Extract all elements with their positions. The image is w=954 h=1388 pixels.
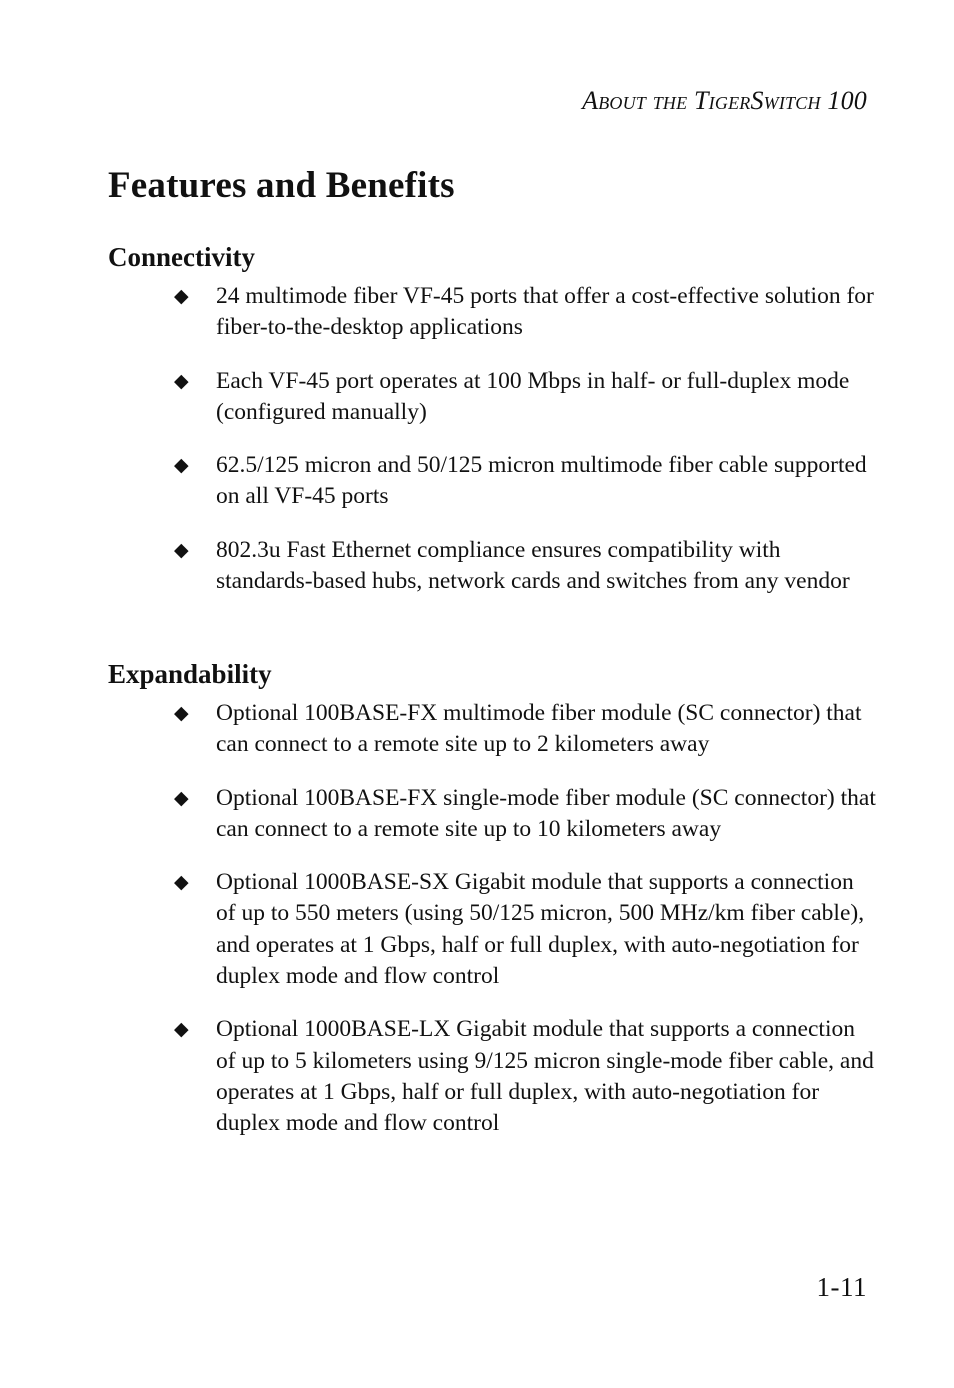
list-item-text: Optional 100BASE-FX multimode fiber module (SC connector) that can connect to a remote site up to 2 kilometers away: [216, 700, 862, 758]
page-number: 1-11: [816, 1272, 867, 1302]
list-item-text: 24 multimode fiber VF-45 ports that offer a cost-effective solution for fiber-to-the-desktop applications: [216, 283, 874, 341]
diamond-bullet-icon: ◆: [174, 787, 189, 809]
running-header-number: 100: [827, 86, 867, 115]
running-header-t: T: [694, 86, 709, 115]
running-header-bout-the: bout the: [598, 86, 688, 115]
running-header-a: A: [582, 86, 599, 115]
list-item: [108, 366, 878, 429]
running-header-iger: iger: [708, 86, 751, 115]
diamond-bullet-icon: ◆: [174, 1019, 189, 1041]
list-item: [108, 450, 878, 513]
running-header: [582, 86, 867, 116]
list-item-text: Each VF-45 port operates at 100 Mbps in half- or full-duplex mode (configured manually): [216, 367, 850, 425]
diamond-bullet-icon: ◆: [174, 455, 189, 477]
expandability-list: [108, 698, 878, 1162]
diamond-bullet-icon: ◆: [174, 370, 189, 392]
section-heading-connectivity: Connectivity: [108, 242, 255, 272]
list-item: [108, 1014, 878, 1139]
list-item-text: 802.3u Fast Ethernet compliance ensures compatibility with standards-based hubs, network cards and switches from any vendor: [216, 536, 850, 595]
list-item: [108, 281, 878, 344]
connectivity-list: [108, 281, 878, 619]
list-item: [108, 698, 878, 761]
diamond-bullet-icon: ◆: [174, 286, 189, 307]
running-header-s: S: [750, 86, 764, 115]
list-item: [108, 867, 878, 992]
diamond-bullet-icon: ◆: [174, 872, 189, 894]
section-heading-expandability: Expandability: [108, 659, 272, 689]
list-item: [108, 783, 878, 846]
diamond-bullet-icon: ◆: [174, 539, 189, 561]
page-title: Features and Benefits: [108, 165, 455, 206]
running-header-witch: witch: [763, 86, 821, 115]
list-item-text: Optional 1000BASE-SX Gigabit module that supports a connection of up to 550 meters (using 50/125 micron, 500 MHz/km fiber cable), and operates at 1 Gbps, half or full duplex, with auto-negotiation for duplex mode and flow control: [216, 869, 865, 990]
list-item-text: Optional 100BASE-FX single-mode fiber module (SC connector) that can connect to a remote site up to 10 kilometers away: [216, 784, 876, 842]
list-item-text: 62.5/125 micron and 50/125 micron multimode fiber cable supported on all VF-45 ports: [216, 452, 867, 510]
list-item: [108, 535, 878, 598]
diamond-bullet-icon: ◆: [174, 703, 189, 724]
list-item-text: Optional 1000BASE-LX Gigabit module that supports a connection of up to 5 kilometers using 9/125 micron single-mode fiber cable, and operates at 1 Gbps, half or full duplex, with auto-negotiation for duplex mode and flow control: [216, 1016, 874, 1137]
